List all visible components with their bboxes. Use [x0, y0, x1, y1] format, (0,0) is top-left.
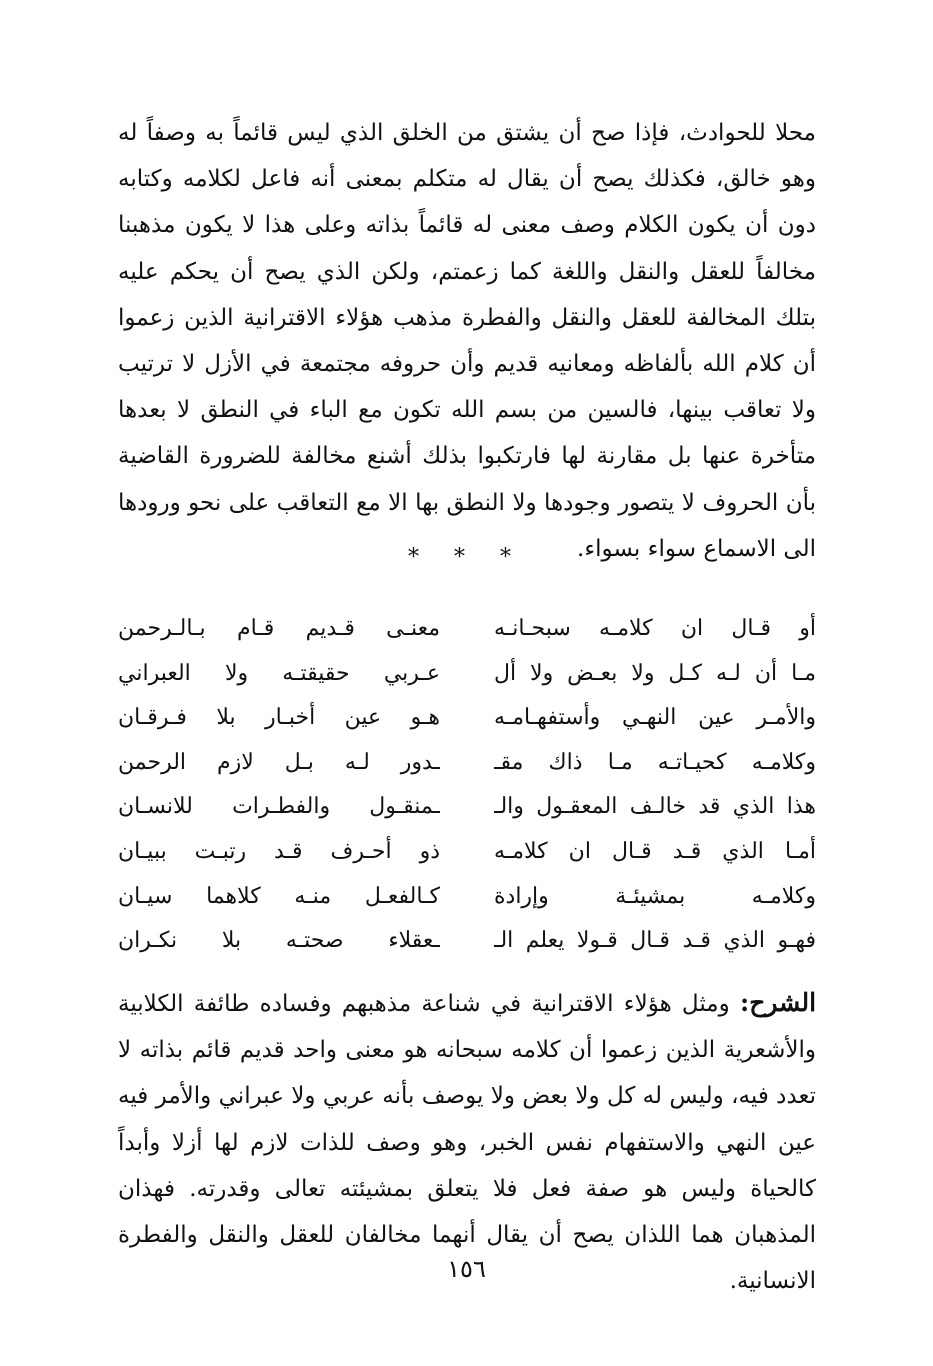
verse-first-hemistich: أو قـال ان كلامـه سبحـانـه [494, 616, 816, 641]
verse-second-hemistich: هـو عين أخبـار بلا فـرقـان [118, 705, 440, 731]
verse-second-hemistich: ذو أحـرف قـد رتبـت ببيـان [118, 838, 440, 864]
poem-block [118, 607, 816, 964]
intro-text: محلا للحوادث، فإذا صح أن يشتق من الخلق الذي ليس قائماً به وصفاً له وهو خالق، فكذلك يصح أن يقال له متكلم بمعنى أنه فاعل لكلامه وكتابه دون أن يكون الكلام وصف معنى له قائماً بذاته وعلى هذا لا يكون مذهبنا مخالفاً للعقل والنقل واللغة كما زعمتم، ولكن الذي يصح أن يحكم عليه بتلك المخالفة للعقل والنقل والفطرة مذهب هؤلاء الاقترانية الذين زعموا أن كلام الله بألفاظه ومعانيه قديم وأن حروفه مجتمعة في الأزل لا ترتيب ولا تعاقب بينها، فالسين من بسم الله تكون مع الباء في النطق لا بعدها متأخرة عنها بل مقارنة لها فارتكبوا بذلك أشنع مخالفة للضرورة القاضية بأن الحروف لا يتصور وجودها ولا النطق بها الا مع التعاقب على نحو ورودها الى الاسماع سواء بسواء. [118, 120, 816, 562]
poem-verse [118, 607, 816, 652]
poem-verse [118, 875, 816, 920]
verse-second-hemistich: ـمنقـول والفطـرات للانسـان [118, 794, 440, 820]
verse-second-hemistich: ـعقلاء صحتـه بلا نكـران [118, 928, 440, 954]
poem-verse [118, 741, 816, 786]
verse-first-hemistich: والأمـر عين النهـي وأستفهـامـه [494, 705, 816, 731]
commentary-text: ومثل هؤلاء الاقترانية في شناعة مذهبهم وفساده طائفة الكلابية والأشعرية الذين زعموا أن كلامه سبحانه هو معنى واحد قديم قائم بذاته لا تعدد فيه، وليس له كل ولا بعض ولا يوصف بأنه عربي ولا عبراني والأمر فيه عين النهي والاستفهام نفس الخبر، وهو وصف للذات لازم لها أزلا وأبداً كالحياة وليس هو صفة فعل فلا يتعلق بمشيئته تعالى وقدرته. فهذان المذهبان هما اللذان يصح أن يقال أنهما مخالفان للعقل والنقل والفطرة الانسانية. [118, 991, 816, 1295]
poem-verse [118, 830, 816, 875]
verse-second-hemistich: ـدور لـه بـل لازم الرحمن [118, 749, 440, 775]
section-separator: * * * [408, 545, 525, 570]
verse-second-hemistich: معنـى قـديم قـام بـالـرحمن [118, 616, 440, 641]
verse-second-hemistich: عـربي حقيقتـه ولا العبراني [118, 660, 440, 686]
poem-verse [118, 919, 816, 964]
verse-first-hemistich: أمـا الذي قـد قـال ان كلامـه [494, 838, 816, 864]
intro-paragraph [118, 110, 816, 572]
verse-second-hemistich: كـالفعـل منـه كلاهما سيـان [118, 883, 440, 909]
page-number: ١٥٦ [447, 1255, 486, 1283]
verse-first-hemistich: فهـو الذي قـد قـال قـولا يعلم الـ [494, 928, 816, 954]
poem-verse [118, 696, 816, 741]
poem-verse [118, 652, 816, 697]
verse-first-hemistich: وكلامـه كحيـاتـه مـا ذاك مقـ [494, 749, 816, 775]
poem-verse [118, 785, 816, 830]
verse-first-hemistich: مـا أن لـه كـل ولا بعـض ولا أل [494, 660, 816, 686]
commentary-label: الشرح: [739, 988, 817, 1017]
verse-first-hemistich: هذا الذي قد خالـف المعقـول والـ [494, 794, 816, 820]
verse-first-hemistich: وكلامـه بمشيئـة وإرادة [494, 883, 816, 909]
